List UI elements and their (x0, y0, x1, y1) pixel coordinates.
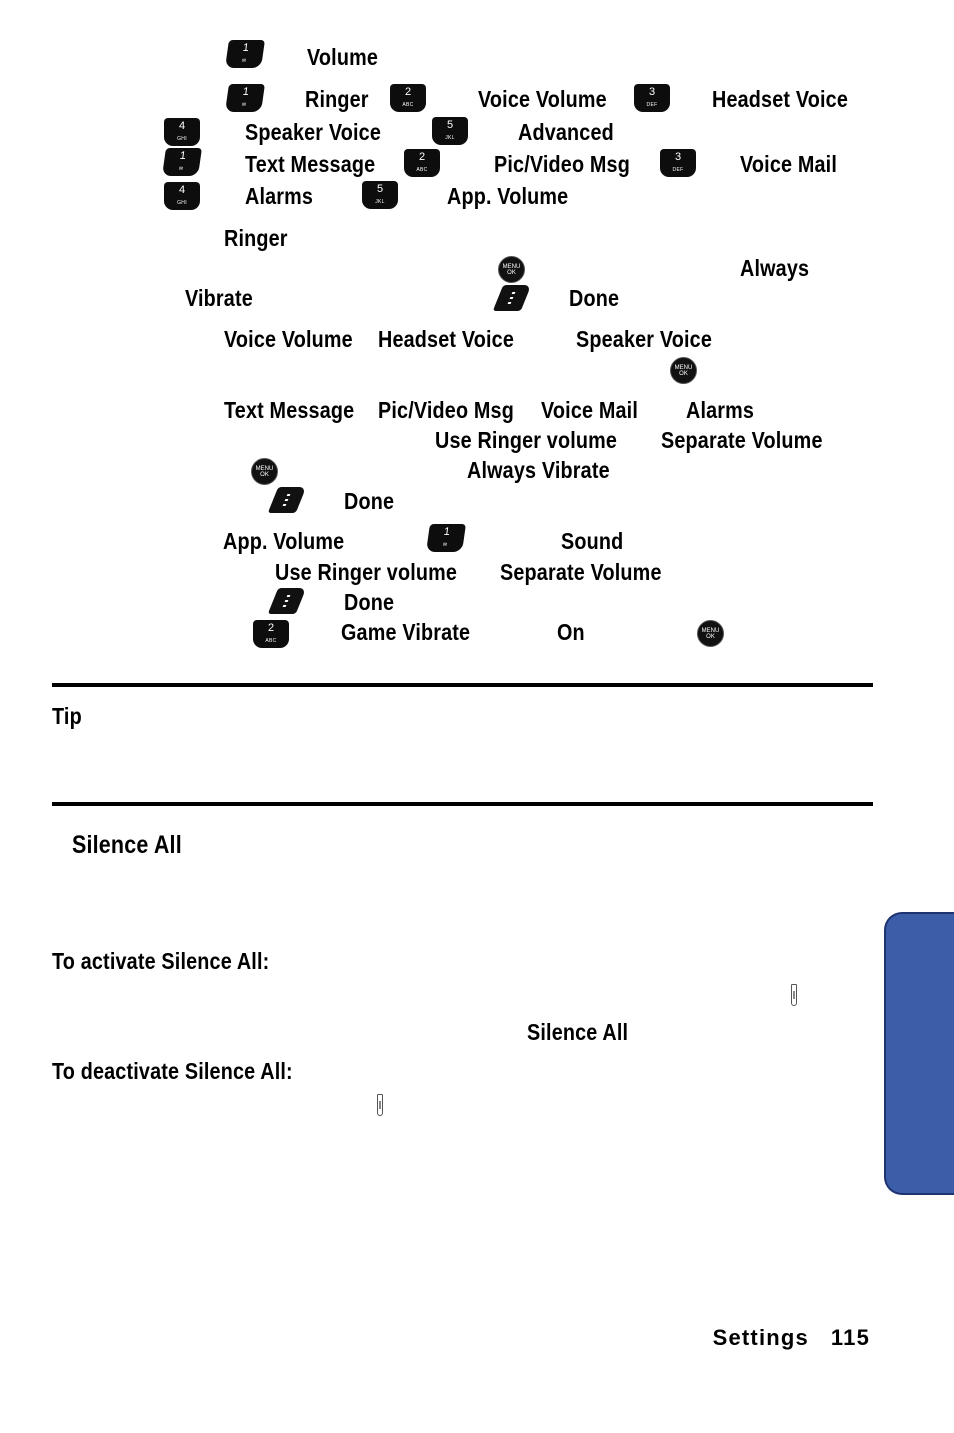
key-5-icon (432, 117, 468, 145)
key-number: 2 (418, 151, 426, 163)
key-number: 1 (241, 42, 250, 54)
key-1-icon (225, 84, 265, 112)
key-letters: ABC (402, 102, 414, 108)
option-headset-voice: Headset Voice (378, 326, 515, 352)
option-speaker-voice: Speaker Voice (245, 119, 382, 145)
menu-ok-icon (251, 458, 278, 485)
softkey-icon (268, 588, 307, 614)
key-number: 5 (446, 119, 454, 131)
key-number: 4 (178, 120, 186, 132)
option-done: Done (344, 488, 395, 514)
key-letters: DEF (646, 102, 658, 108)
side-volume-key-icon (377, 1094, 383, 1116)
silence-all-label: Silence All (527, 1019, 629, 1045)
option-volume: Volume (307, 44, 379, 70)
option-separate-volume: Separate Volume (661, 427, 823, 453)
key-letters: ✉ (241, 102, 247, 108)
menu-ok-icon (697, 620, 724, 647)
key-letters: GHI (177, 200, 187, 206)
option-use-ringer-volume: Use Ringer volume (435, 427, 618, 453)
key-number: 2 (267, 622, 275, 634)
option-game-vibrate: Game Vibrate (341, 619, 471, 645)
activate-heading: To activate Silence All: (52, 948, 270, 974)
option-separate-volume: Separate Volume (500, 559, 662, 585)
key-number: 1 (178, 150, 187, 162)
footer-section: Settings (712, 1325, 809, 1350)
key-letters: ✉ (241, 58, 247, 64)
option-voice-mail: Voice Mail (740, 151, 837, 177)
option-app-volume: App. Volume (223, 528, 345, 554)
side-volume-key-icon (791, 984, 797, 1006)
key-letters: ✉ (442, 542, 448, 548)
option-voice-volume: Voice Volume (224, 326, 353, 352)
option-vibrate: Vibrate (185, 285, 253, 311)
softkey-icon (268, 487, 307, 513)
menu-ok-icon (498, 256, 525, 283)
option-on: On (557, 619, 585, 645)
key-1-icon (225, 40, 265, 68)
key-letters: ✉ (178, 166, 184, 172)
menu-text: MENU (701, 628, 720, 634)
option-advanced: Advanced (518, 119, 614, 145)
option-sound: Sound (561, 528, 624, 554)
key-number: 4 (178, 184, 186, 196)
option-pic-video-msg: Pic/Video Msg (378, 397, 514, 423)
section-heading: Silence All (72, 831, 182, 859)
key-2-icon (390, 84, 426, 112)
key-4-icon (164, 182, 200, 210)
key-number: 3 (674, 151, 682, 163)
key-5-icon (362, 181, 398, 209)
key-letters: DEF (672, 167, 684, 173)
tip-top-rule (52, 683, 873, 687)
deactivate-heading: To deactivate Silence All: (52, 1058, 293, 1084)
ok-text: OK (706, 634, 715, 640)
key-2-icon (404, 149, 440, 177)
tip-bottom-rule (52, 802, 873, 806)
option-done: Done (344, 589, 395, 615)
key-2-icon (253, 620, 289, 648)
option-app-volume: App. Volume (447, 183, 569, 209)
option-ringer: Ringer (224, 225, 288, 251)
key-number: 3 (648, 86, 656, 98)
key-letters: JKL (375, 199, 385, 205)
key-1-icon (162, 148, 202, 176)
key-letters: JKL (445, 135, 455, 141)
option-always: Always (740, 255, 810, 281)
option-voice-mail: Voice Mail (541, 397, 638, 423)
menu-ok-icon (670, 357, 697, 384)
option-pic-video-msg: Pic/Video Msg (494, 151, 630, 177)
option-headset-voice: Headset Voice (712, 86, 849, 112)
key-number: 5 (376, 183, 384, 195)
ok-text: OK (679, 371, 688, 377)
key-3-icon (660, 149, 696, 177)
key-number: 1 (241, 86, 250, 98)
ok-text: OK (260, 472, 269, 478)
page-footer (713, 1325, 870, 1351)
key-letters: GHI (177, 136, 187, 142)
option-always-vibrate: Always Vibrate (467, 457, 610, 483)
key-letters: ABC (416, 167, 428, 173)
option-use-ringer-volume: Use Ringer volume (275, 559, 458, 585)
menu-text: MENU (255, 466, 274, 472)
tip-label: Tip (52, 703, 82, 729)
option-done: Done (569, 285, 620, 311)
option-voice-volume: Voice Volume (478, 86, 607, 112)
key-3-icon (634, 84, 670, 112)
menu-text: MENU (674, 365, 693, 371)
key-1-icon (426, 524, 466, 552)
softkey-icon (493, 285, 532, 311)
option-text-message: Text Message (224, 397, 355, 423)
option-speaker-voice: Speaker Voice (576, 326, 713, 352)
key-number: 1 (442, 526, 451, 538)
key-4-icon (164, 118, 200, 146)
option-alarms: Alarms (245, 183, 314, 209)
footer-page-number: 115 (830, 1325, 870, 1350)
section-tab (884, 912, 954, 1195)
option-alarms: Alarms (686, 397, 755, 423)
ok-text: OK (507, 270, 516, 276)
option-text-message: Text Message (245, 151, 376, 177)
option-ringer: Ringer (305, 86, 369, 112)
menu-text: MENU (502, 264, 521, 270)
key-number: 2 (404, 86, 412, 98)
key-letters: ABC (265, 638, 277, 644)
